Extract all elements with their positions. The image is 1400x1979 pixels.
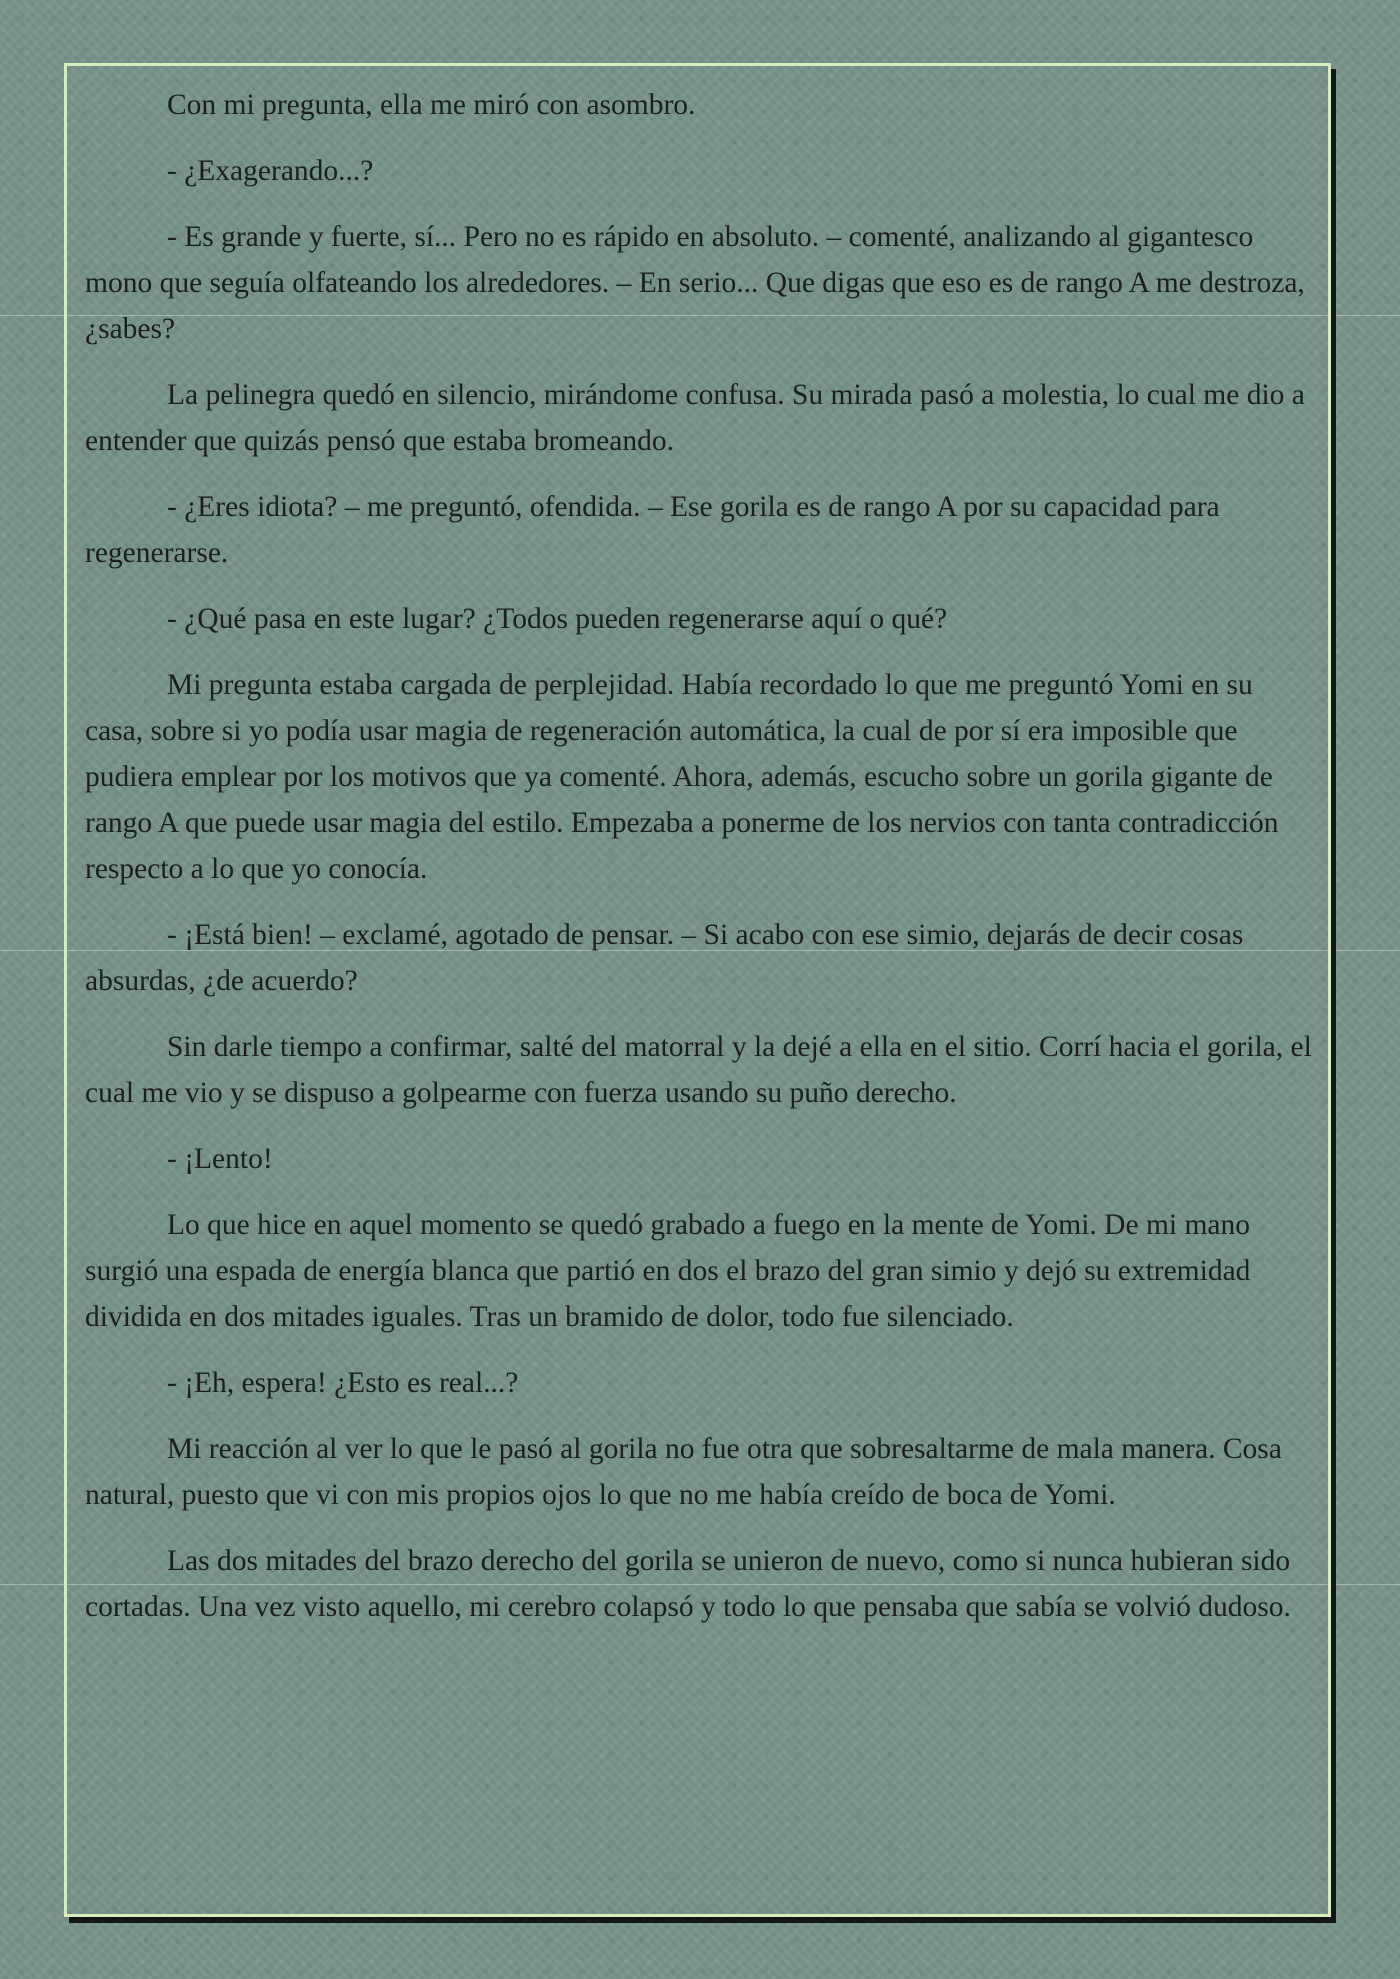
paragraph: - ¡Lento! [167,1143,273,1175]
paragraph: Con mi pregunta, ella me miró con asombro. [167,89,696,121]
paragraph: Mi pregunta estaba cargada de perplejidad. Había recordado lo que me preguntó Yomi en su casa, sobre si yo podía usar magia de regeneración automática, la cual de por sí era imposible que pudiera emplear por los motivos que ya comenté. Ahora, además, escucho sobre un gorila gigante de rango A que puede usar magia del estilo. Empezaba a ponerme de los nervios con tanta contradicción respecto a lo que yo conocía. [85,669,1279,885]
paragraph: - ¿Qué pasa en este lugar? ¿Todos pueden regenerarse aquí o qué? [167,603,948,635]
paragraph: - ¡Está bien! – exclamé, agotado de pensar. – Si acabo con ese simio, dejarás de decir cosas absurdas, ¿de acuerdo? [85,919,1244,997]
paragraph: Lo que hice en aquel momento se quedó grabado a fuego en la mente de Yomi. De mi mano surgió una espada de energía blanca que partió en dos el brazo del gran simio y dejó su extremidad dividida en dos mitades iguales. Tras un bramido de dolor, todo fue silenciado. [85,1209,1251,1333]
document-body [85,82,1315,1650]
paragraph: Sin darle tiempo a confirmar, salté del matorral y la dejé a ella en el sitio. Corrí hacia el gorila, el cual me vio y se dispuso a golpearme con fuerza usando su puño derecho. [85,1031,1312,1109]
paragraph: Mi reacción al ver lo que le pasó al gorila no fue otra que sobresaltarme de mala manera. Cosa natural, puesto que vi con mis propios ojos lo que no me había creído de boca de Yomi. [85,1433,1282,1511]
paragraph: - ¿Eres idiota? – me preguntó, ofendida. – Ese gorila es de rango A por su capacidad para regenerarse. [85,491,1220,569]
paragraph: - Es grande y fuerte, sí... Pero no es rápido en absoluto. – comenté, analizando al gigantesco mono que seguía olfateando los alrededores. – En serio... Que digas que eso es de rango A me destroza, ¿sabes? [85,221,1305,345]
paragraph: La pelinegra quedó en silencio, mirándome confusa. Su mirada pasó a molestia, lo cual me dio a entender que quizás pensó que estaba bromeando. [85,379,1305,457]
paragraph: - ¿Exagerando...? [167,155,374,187]
paragraph: - ¡Eh, espera! ¿Esto es real...? [167,1367,519,1399]
paragraph: Las dos mitades del brazo derecho del gorila se unieron de nuevo, como si nunca hubieran sido cortadas. Una vez visto aquello, mi cerebro colapsó y todo lo que pensaba que sabía se volvió dudoso. [85,1545,1291,1623]
